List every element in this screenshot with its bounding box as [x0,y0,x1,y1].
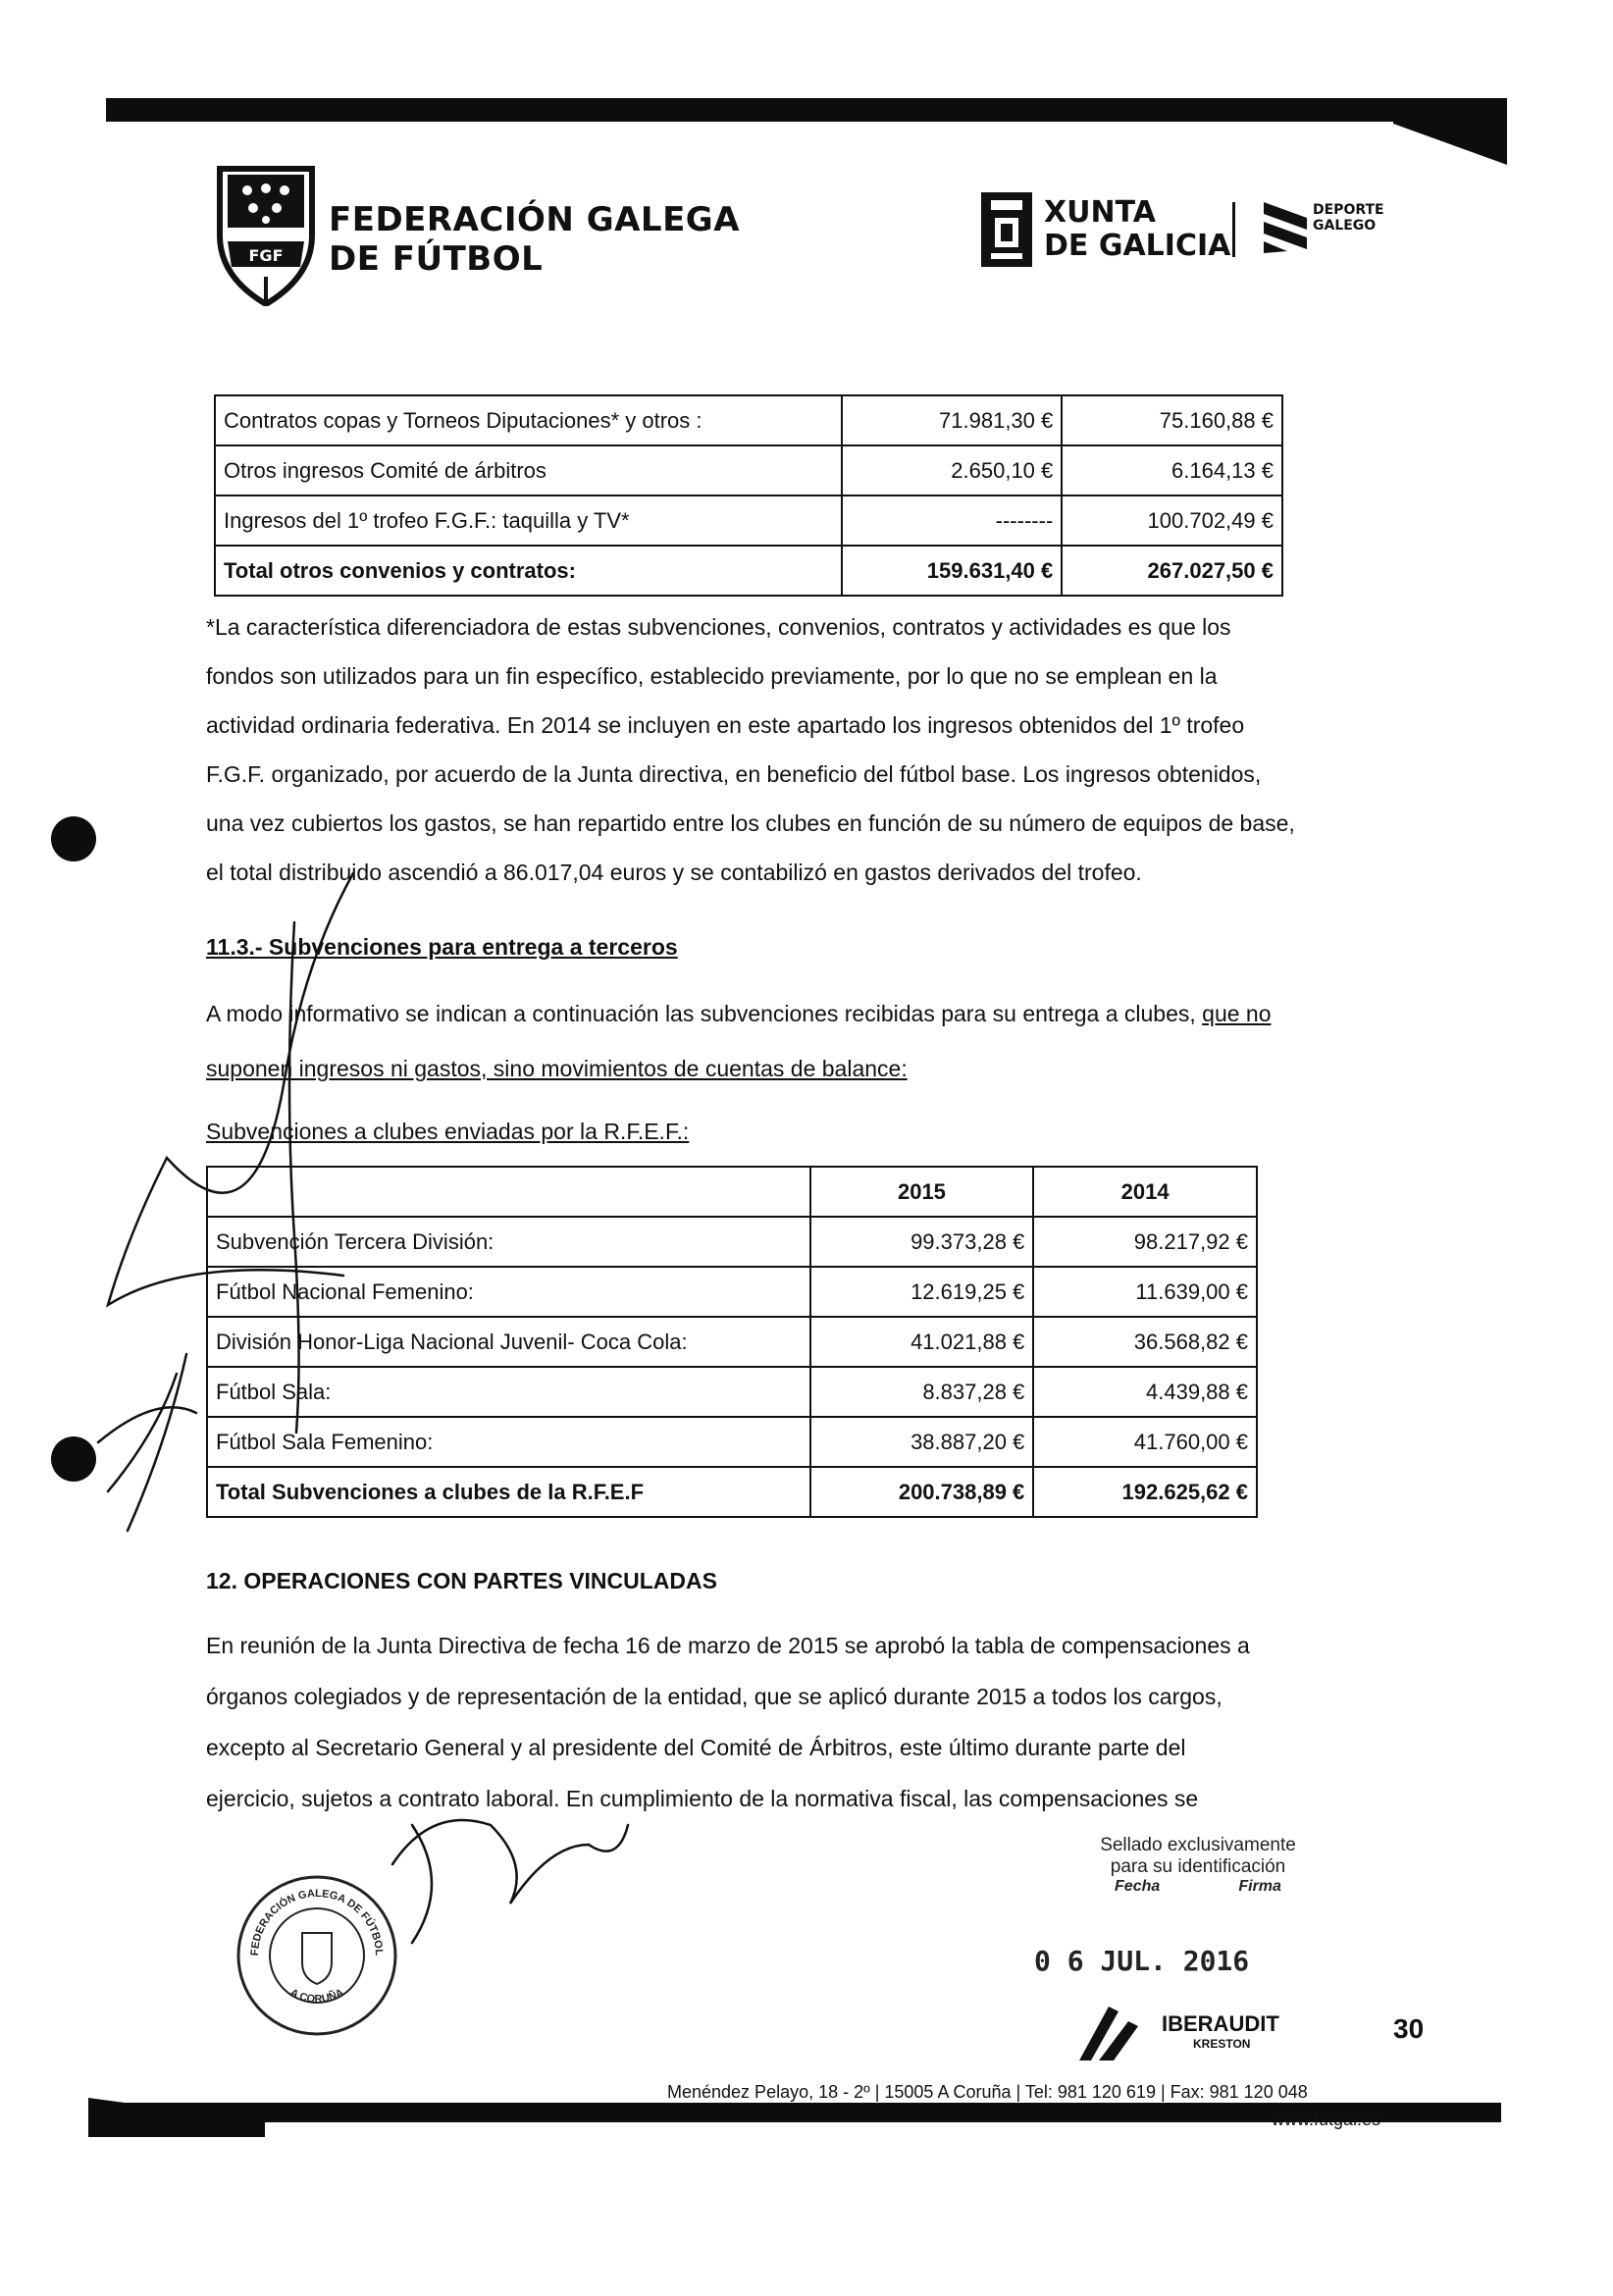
row-value-2014: 6.164,13 € [1062,445,1282,496]
row-value-2014: 36.568,82 € [1033,1317,1257,1367]
table-row [215,395,1282,445]
row-value-2014: 41.760,00 € [1033,1417,1257,1467]
row-label: Fútbol Nacional Femenino: [207,1267,810,1317]
row-value-2015: 41.021,88 € [810,1317,1034,1367]
note-line: F.G.F. organizado, por acuerdo de la Junta directiva, en beneficio del fútbol base. Los ingresos obtenidos, [206,761,1262,787]
binder-hole [51,1436,96,1482]
binder-hole [51,816,96,861]
total-label: Total otros convenios y contratos: [215,546,842,596]
total-label: Total Subvenciones a clubes de la R.F.E.F [207,1467,810,1517]
row-value-2015: 38.887,20 € [810,1417,1034,1467]
stamp-line2: para su identificación [1110,1856,1286,1877]
row-value-2015: 8.837,28 € [810,1367,1034,1417]
deporte-name-line2: GALEGO [1313,218,1377,234]
row-value-2015: 99.373,28 € [810,1217,1034,1267]
section-12-line: órganos colegiados y de representación de la entidad, que se aplicó durante 2015 a todos los cargos, [206,1684,1223,1709]
intro-text-b: que no [1202,1001,1272,1026]
footer-address: Menéndez Pelayo, 18 - 2º | 15005 A Coruña | Tel: 981 120 619 | Fax: 981 120 048 [667,2082,1308,2102]
page-number: 30 [1393,2013,1425,2044]
section-12-line: En reunión de la Junta Directiva de fecha 16 de marzo de 2015 se aprobó la tabla de compensaciones a [206,1633,1250,1658]
auditor-logo-icon [1069,2002,1148,2070]
footer-website: www.futgal.es [1272,2110,1381,2129]
header-bar-tail [1393,106,1507,165]
header-separator [1232,202,1235,257]
row-label: Fútbol Sala: [207,1367,810,1417]
row-label: Ingresos del 1º trofeo F.G.F.: taquilla y TV* [215,496,842,546]
deporte-galego-logo [1262,200,1309,255]
note-line: una vez cubiertos los gastos, se han repartido entre los clubes en función de su número de equipos de base, [206,810,1295,836]
row-label: Otros ingresos Comité de árbitros [215,445,842,496]
total-value-2015: 200.738,89 € [810,1467,1034,1517]
table-total-row [215,546,1282,596]
row-value-2015: 71.981,30 € [842,395,1063,445]
xunta-name-line1: XUNTA [1044,195,1156,230]
total-value-2014: 192.625,62 € [1033,1467,1257,1517]
federation-name [329,200,740,279]
row-label: Subvención Tercera División: [207,1217,810,1267]
section-12-heading: 12. OPERACIONES CON PARTES VINCULADAS [206,1568,717,1593]
handwritten-initials-drawing [39,844,1020,1982]
xunta-name-line2: DE GALICIA [1044,229,1231,263]
row-value-2015: -------- [842,496,1063,546]
deporte-galego-name [1313,202,1384,234]
federation-name-line2: DE FÚTBOL [329,239,544,279]
fgf-shield-logo [214,159,318,306]
xunta-emblem-logo [981,192,1032,267]
row-value-2014: 100.702,49 € [1062,496,1282,546]
table-row [215,445,1282,496]
header-bar [106,98,1507,122]
row-value-2014: 98.217,92 € [1033,1217,1257,1267]
fgf-initials: FGF [248,246,284,265]
row-label: Fútbol Sala Femenino: [207,1417,810,1467]
table-row [215,496,1282,546]
stamp-firma-label: Firma [1238,1878,1281,1895]
federation-name-line1: FEDERACIÓN GALEGA [329,200,741,239]
note-line: fondos son utilizados para un fin específico, establecido previamente, por lo que no se emplean en la [206,663,1218,689]
section-11-3-heading: 11.3.- Subvenciones para entrega a terceros [206,934,678,960]
header-2014: 2014 [1033,1167,1257,1217]
note-line: el total distribuido ascendió a 86.017,04 euros y se contabilizó en gastos derivados del trofeo. [206,860,1142,885]
auditor-stamp [1075,1835,1321,1896]
stamp-line1: Sellado exclusivamente [1100,1835,1296,1855]
other-agreements-table [214,394,1283,597]
section-12-line: ejercicio, sujetos a contrato laboral. En cumplimiento de la normativa fiscal, las compensaciones se [206,1786,1199,1811]
total-value-2014: 267.027,50 € [1062,546,1282,596]
deporte-name-line1: DEPORTE [1313,202,1384,218]
header-2015: 2015 [810,1167,1034,1217]
seal-top-text: FEDERACIÓN GALEGA DE FÚTBOL [248,1887,386,1957]
row-label: Contratos copas y Torneos Diputaciones* y otros : [215,395,842,445]
svg-text:FEDERACIÓN GALEGA DE FÚTBOL [249,1888,385,1957]
row-label: División Honor-Liga Nacional Juvenil- Coca Cola: [207,1317,810,1367]
row-value-2015: 2.650,10 € [842,445,1063,496]
row-value-2014: 4.439,88 € [1033,1367,1257,1417]
stamp-date: 0 6 JUL. 2016 [1034,1945,1250,1977]
auditor-subname: KRESTON [1193,2037,1251,2051]
section-11-3-subheading: Subvenciones a clubes enviadas por la R.F.E.F.: [206,1119,690,1144]
row-value-2014: 75.160,88 € [1062,395,1282,445]
row-value-2015: 12.619,25 € [810,1267,1034,1317]
federation-round-seal [234,1872,400,2039]
note-line: actividad ordinaria federativa. En 2014 se incluyen en este apartado los ingresos obtenidos del 1º trofeo [206,712,1245,738]
intro-text-a: A modo informativo se indican a continuación las subvenciones recibidas para su entrega a clubes, [206,1001,1203,1026]
svg-text:A CORUÑA [288,1987,346,2006]
note-line: *La característica diferenciadora de estas subvenciones, convenios, contratos y actividades es que los [206,614,1231,640]
seal-bottom-text: A CORUÑA [287,1986,346,2006]
row-value-2014: 11.639,00 € [1033,1267,1257,1317]
section-12-line: excepto al Secretario General y al presidente del Comité de Árbitros, este último durante parte del [206,1735,1186,1760]
section-11-3-intro-line2: suponen ingresos ni gastos, sino movimientos de cuentas de balance: [206,1056,908,1081]
xunta-name [1044,196,1230,263]
total-value-2015: 159.631,40 € [842,546,1063,596]
stamp-fecha-label: Fecha [1115,1878,1161,1895]
auditor-name: IBERAUDIT [1162,2011,1279,2036]
